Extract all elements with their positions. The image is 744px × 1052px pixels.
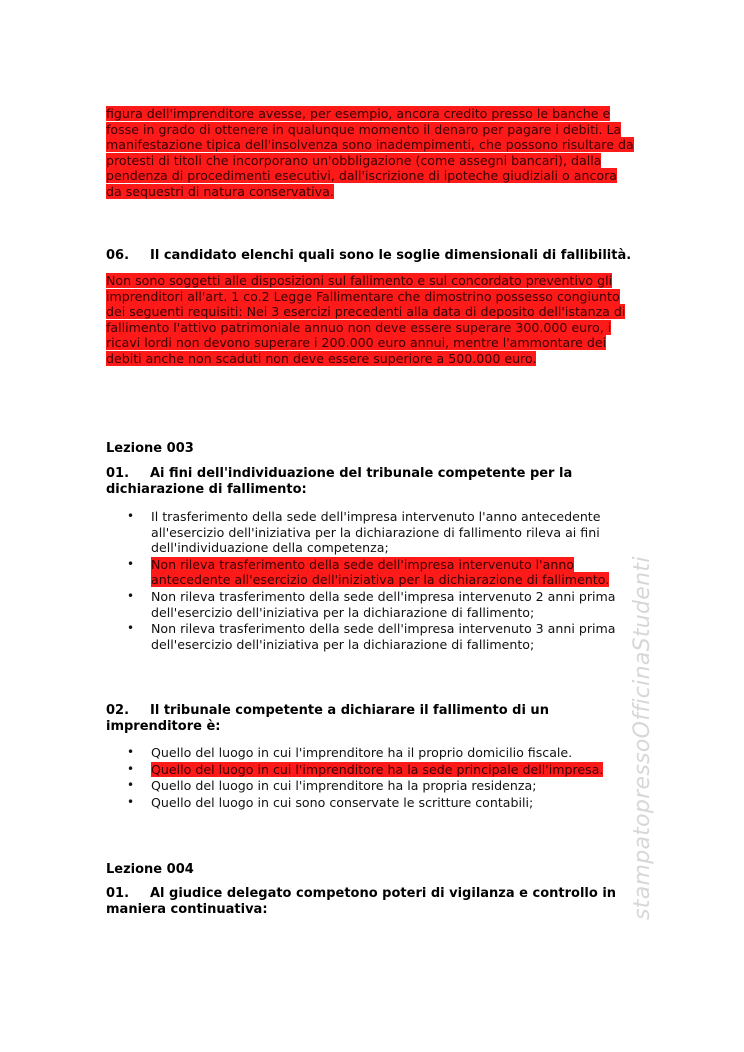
bullet-icon: • [127, 761, 135, 776]
option-text: Non rileva trasferimento della sede dell'impresa intervenuto l'anno antecedente all'esercizio dell'iniziativa per la dichiarazione di fallimento. [151, 556, 610, 588]
intro-paragraph [106, 106, 634, 200]
answer-option [127, 621, 631, 652]
question-number: 01. [106, 466, 130, 481]
question-004-01-heading [106, 886, 636, 918]
bullet-icon: • [127, 588, 135, 603]
answer-option [127, 794, 631, 811]
question-06-answer [106, 273, 634, 367]
question-title: Al giudice delegato competono poteri di vigilanza e controllo in maniera continuativa: [106, 886, 617, 917]
question-number: 01. [106, 886, 130, 901]
answer-option [127, 509, 631, 556]
highlighted-answer: Non sono soggetti alle disposizioni sul fallimento e sul concordato preventivo gli imprenditori all'art. 1 co.2 Legge Fallimentare che dimostrino possesso congiunto dei seguenti requisiti: Nei 3 esercizi precedenti alla data di deposito dell'istanza di fallimento l'attivo patrimoniale annuo non deve essere superare 300.000 euro, i ricavi lordi non devono superare i 200.000 euro annui, mentre l'ammontare dei debiti anche non scaduti non deve essere superiore a 500.000 euro. [106, 273, 626, 366]
lezione-003-heading: Lezione 003 [106, 441, 194, 456]
bullet-icon: • [127, 556, 135, 571]
answer-option [127, 778, 631, 794]
option-text: Quello del luogo in cui l'imprenditore ha il proprio domicilio fiscale. [151, 745, 573, 760]
question-06-heading [106, 248, 636, 264]
question-003-02-heading [106, 703, 636, 735]
bullet-icon: • [127, 778, 135, 793]
option-text: Non rileva trasferimento della sede dell'impresa intervenuto 3 anni prima dell'esercizio dell'iniziativa per la dichiarazione di fallimento; [151, 621, 616, 652]
question-title: Il tribunale competente a dichiarare il fallimento di un imprenditore è: [106, 703, 549, 734]
question-number: 06. [106, 248, 130, 263]
question-number: 02. [106, 703, 130, 718]
highlighted-answer: figura dell'imprenditore avesse, per esempio, ancora credito presso le banche e fosse in grado di ottenere in qualunque momento il denaro per pagare i debiti. La manifestazione tipica dell'insolvenza sono inadempimenti, che possono risultare da protesti di titoli che incorporano un'obbligazione (come assegni bancari), dalla pendenza di procedimenti esecutivi, dall'iscrizione di ipoteche giudiziali o ancora da sequestri di natura conservativa. [106, 106, 634, 199]
answer-options-003-01 [127, 509, 631, 653]
watermark-text: stampatopressoOfficinaStudenti [630, 556, 655, 920]
option-text: Il trasferimento della sede dell'impresa intervenuto l'anno antecedente all'esercizio dell'iniziativa per la dichiarazione di fallimento rileva ai fini dell'individuazione della competenza; [151, 509, 601, 556]
lezione-004-heading: Lezione 004 [106, 862, 194, 877]
option-text: Quello del luogo in cui l'imprenditore ha la sede principale dell'impresa. [151, 761, 604, 777]
bullet-icon: • [127, 794, 135, 809]
option-text: Non rileva trasferimento della sede dell'impresa intervenuto 2 anni prima dell'esercizio dell'iniziativa per la dichiarazione di fallimento; [151, 588, 616, 620]
question-003-01-heading [106, 466, 636, 498]
answer-option [127, 745, 631, 761]
question-title: Il candidato elenchi quali sono le soglie dimensionali di fallibilità. [150, 248, 632, 263]
answer-options-003-02 [127, 745, 631, 811]
question-title: Ai fini dell'individuazione del tribunale competente per la dichiarazione di fallimento: [106, 466, 573, 497]
answer-option-correct [127, 761, 631, 778]
bullet-icon: • [127, 621, 135, 636]
bullet-icon: • [127, 745, 135, 759]
watermark [628, 535, 658, 920]
option-text: Quello del luogo in cui l'imprenditore ha la propria residenza; [151, 778, 537, 794]
answer-option [127, 588, 631, 620]
answer-option-correct [127, 556, 631, 588]
bullet-icon: • [127, 509, 135, 523]
option-text: Quello del luogo in cui sono conservate le scritture contabili; [151, 794, 534, 810]
